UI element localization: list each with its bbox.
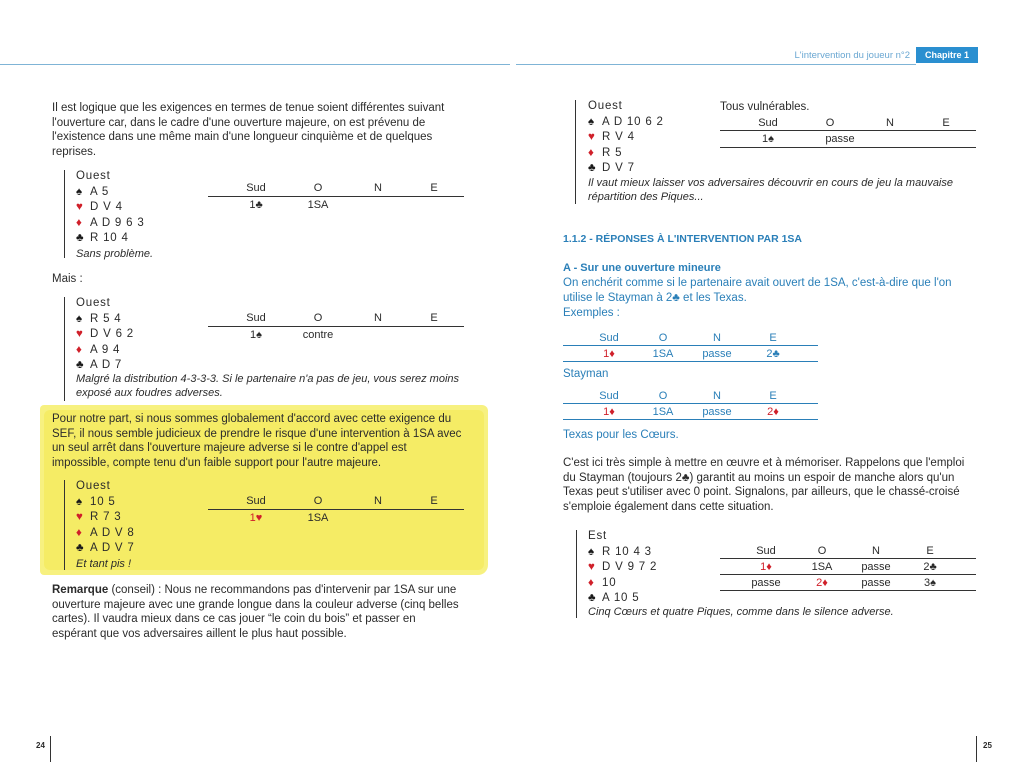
footer-rule-left <box>50 736 51 762</box>
bid-header-o: O <box>313 312 323 324</box>
ex4-diamonds: R 5 <box>602 146 623 159</box>
bid-cell: 3♠ <box>924 577 936 589</box>
bid-rule <box>208 509 464 510</box>
bid-cell: contre <box>302 329 334 341</box>
ex1-hand <box>76 169 153 261</box>
bid-header-sud: Sud <box>758 117 778 129</box>
ex3-spades: 10 5 <box>90 495 116 508</box>
mais-text: Mais : <box>52 273 83 285</box>
stayman-label: Stayman <box>563 368 609 380</box>
bid-header-n: N <box>886 117 894 129</box>
ex1-clubs: R 10 4 <box>90 232 129 244</box>
ex1-note: Sans problème. <box>76 247 154 260</box>
diamond-icon: ♦ <box>588 146 595 159</box>
bid-cell: 1SA <box>652 348 674 360</box>
bid-header-n: N <box>872 545 880 557</box>
ex3-hand <box>76 479 135 571</box>
ex1-player: Ouest <box>76 170 111 182</box>
texas-label: Texas pour les Cœurs. <box>563 429 679 441</box>
bid-cell: 1SA <box>652 406 674 418</box>
bid-header-sud: Sud <box>756 545 776 557</box>
section-title: 1.1.2 - RÉPONSES À L'INTERVENTION PAR 1SA <box>563 233 802 245</box>
intro-paragraph: Il est logique que les exigences en termes de tenue soient différentes suivant l'ouverture car, dans le cadre d'une ouverture majeure, on est prévenu de l'existence dans une même main d'une longueur cinquième et de quelques reprises. <box>52 102 445 158</box>
ex4-note: Il vaut mieux laisser vos adversaires découvrir en cours de jeu la mauvaise répartition des Piques... <box>588 177 953 203</box>
bid-cell: 1♣ <box>249 199 263 211</box>
bid-header-e: E <box>926 545 934 557</box>
bid-header-o: O <box>825 117 835 129</box>
ex1-bracket <box>64 170 65 258</box>
club-icon: ♣ <box>588 592 597 604</box>
bid-cell: 1SA <box>307 199 329 211</box>
ex2-note: Malgré la distribution 4-3-3-3. Si le partenaire n'a pas de jeu, vous serez moins exposé aux foudres adverses. <box>76 373 460 399</box>
bid-rule <box>563 361 818 362</box>
bid-cell: passe <box>861 577 891 589</box>
bid-cell: 1SA <box>811 561 833 573</box>
bid-cell: 1♦ <box>760 561 772 573</box>
bid-header-o: O <box>817 545 827 557</box>
remark-paragraph <box>52 583 462 641</box>
ex5-spades: R 10 4 3 <box>602 545 652 558</box>
ex3-note: Et tant pis ! <box>76 557 132 570</box>
ex1-spades: A 5 <box>90 185 110 198</box>
club-icon: ♣ <box>76 542 85 554</box>
spade-icon: ♠ <box>76 185 83 198</box>
subsection-title: A - Sur une ouverture mineure <box>563 262 721 274</box>
bid-cell: 2♣ <box>923 561 937 573</box>
bid-rule <box>563 403 818 404</box>
spade-icon: ♠ <box>76 312 83 325</box>
right-paragraph: C'est ici très simple à mettre en œuvre et à mémoriser. Rappelons que l'emploi du Stayman (toujours 2♣) garantit au moins un espoir de manche alors qu'un Texas peut s'utiliser avec 0 point. Signalons, par ailleurs, que le chassé-croisé s'emploie également dans cette situation. <box>563 457 965 513</box>
bid-cell: passe <box>702 406 732 418</box>
ex4-vuln: Tous vulnérables. <box>720 101 810 113</box>
ex4-hearts: R V 4 <box>602 131 635 143</box>
ex5-player: Est <box>588 530 608 542</box>
bid-header-n: N <box>374 182 382 194</box>
ex4-clubs: D V 7 <box>602 162 635 174</box>
ex3-clubs: A D V 7 <box>90 542 135 554</box>
heart-icon: ♥ <box>588 131 596 143</box>
bid-rule <box>208 326 464 327</box>
bid-header-n: N <box>374 312 382 324</box>
bid-rule <box>720 558 976 559</box>
ex2-bracket <box>64 297 65 401</box>
diamond-icon: ♦ <box>588 576 595 589</box>
bid-cell: 1SA <box>307 512 329 524</box>
bid-header-n: N <box>713 332 721 344</box>
bid-cell: 2♦ <box>816 577 828 589</box>
bid-header-sud: Sud <box>246 182 266 194</box>
remark-label: Remarque <box>52 584 109 596</box>
page-number-left: 24 <box>36 741 45 750</box>
bid-header-o: O <box>658 390 668 402</box>
bid-cell: 1♠ <box>762 133 774 145</box>
ex4-player: Ouest <box>588 100 623 112</box>
header-rule-right <box>516 64 916 65</box>
ex5-diamonds: 10 <box>602 576 617 589</box>
ex3-hearts: R 7 3 <box>90 511 122 523</box>
ex5-clubs: A 10 5 <box>602 592 640 604</box>
header-rule-left <box>0 64 510 65</box>
spade-icon: ♠ <box>76 495 83 508</box>
bid-header-sud: Sud <box>246 312 266 324</box>
bid-rule <box>208 196 464 197</box>
bid-header-sud: Sud <box>246 495 266 507</box>
bid-cell: 2♦ <box>767 406 779 418</box>
bid-rule <box>720 590 976 591</box>
bid-cell: 1♦ <box>603 348 615 360</box>
ex4-hand <box>588 99 664 177</box>
bid-cell: 1♠ <box>250 329 262 341</box>
exemples-label: Exemples : <box>563 307 620 319</box>
club-icon: ♣ <box>76 232 85 244</box>
bid-header-sud: Sud <box>599 332 619 344</box>
bid-cell: passe <box>861 561 891 573</box>
footer-rule-right <box>976 736 977 762</box>
ex1-diamonds: A D 9 6 3 <box>90 216 145 229</box>
ex5-note: Cinq Cœurs et quatre Piques, comme dans le silence adverse. <box>588 606 894 618</box>
spade-icon: ♠ <box>588 545 595 558</box>
ex2-spades: R 5 4 <box>90 312 122 325</box>
bid-header-e: E <box>942 117 950 129</box>
remark-text: (conseil) : Nous ne recommandons pas d'intervenir par 1SA sur une ouverture majeure avec une grande longue dans la couleur adverse (cinq belles cartes). Il vaudra mieux dans ce cas jouer “le coin du bois” et passer en espérant que vos adversaires aillent le plus haut possible. <box>52 584 459 640</box>
bid-header-o: O <box>313 495 323 507</box>
bid-header-e: E <box>430 312 438 324</box>
ex4-bracket <box>575 100 576 204</box>
ex5-bracket <box>576 530 577 618</box>
ex5-hearts: D V 9 7 2 <box>602 561 658 573</box>
bid-header-sud: Sud <box>599 390 619 402</box>
highlight-paragraph: Pour notre part, si nous sommes globalement d'accord avec cette exigence du SEF, il nous semble judicieux de prendre le risque d'une intervention à 1SA avec un seul arrêt dans l'ouverture majeure adverse si le contre d'appel est impossible, compte tenu d'un faible support pour l'autre majeure. <box>52 413 462 469</box>
club-icon: ♣ <box>588 162 597 174</box>
heart-icon: ♥ <box>76 511 84 523</box>
running-title: L'intervention du joueur n°2 <box>794 50 910 61</box>
bid-cell: 1♥ <box>249 512 263 524</box>
ex2-clubs: A D 7 <box>90 359 123 371</box>
ex2-diamonds: A 9 4 <box>90 343 121 356</box>
bid-rule <box>720 574 976 575</box>
diamond-icon: ♦ <box>76 343 83 356</box>
bid-cell: 2♣ <box>766 348 780 360</box>
bid-header-e: E <box>769 390 777 402</box>
bid-rule <box>563 345 818 346</box>
sub-paragraph: On enchérit comme si le partenaire avait ouvert de 1SA, c'est-à-dire que l'on utilise le Stayman à 2♣ et les Texas. <box>563 277 952 304</box>
bid-header-e: E <box>769 332 777 344</box>
bid-header-n: N <box>374 495 382 507</box>
heart-icon: ♥ <box>76 201 84 213</box>
bid-header-o: O <box>313 182 323 194</box>
ex3-bracket <box>64 480 65 570</box>
ex1-hearts: D V 4 <box>90 201 123 213</box>
chapter-badge: Chapitre 1 <box>916 47 978 63</box>
ex3-diamonds: A D V 8 <box>90 526 135 539</box>
bid-header-e: E <box>430 495 438 507</box>
bid-header-n: N <box>713 390 721 402</box>
ex2-hearts: D V 6 2 <box>90 328 134 340</box>
bid-rule <box>563 419 818 420</box>
heart-icon: ♥ <box>588 561 596 573</box>
spade-icon: ♠ <box>588 115 595 128</box>
ex5-hand <box>588 529 657 607</box>
bid-header-o: O <box>658 332 668 344</box>
page-number-right: 25 <box>983 741 992 750</box>
ex2-player: Ouest <box>76 297 111 309</box>
heart-icon: ♥ <box>76 328 84 340</box>
club-icon: ♣ <box>76 359 85 371</box>
diamond-icon: ♦ <box>76 216 83 229</box>
bid-cell: 1♦ <box>603 406 615 418</box>
ex2-hand <box>76 296 134 374</box>
bid-cell: passe <box>825 133 855 145</box>
ex3-player: Ouest <box>76 480 111 492</box>
ex4-spades: A D 10 6 2 <box>602 115 664 128</box>
bid-header-e: E <box>430 182 438 194</box>
diamond-icon: ♦ <box>76 526 83 539</box>
bid-rule <box>720 130 976 131</box>
bid-cell: passe <box>702 348 732 360</box>
bid-rule <box>720 147 976 148</box>
bid-cell: passe <box>751 577 781 589</box>
